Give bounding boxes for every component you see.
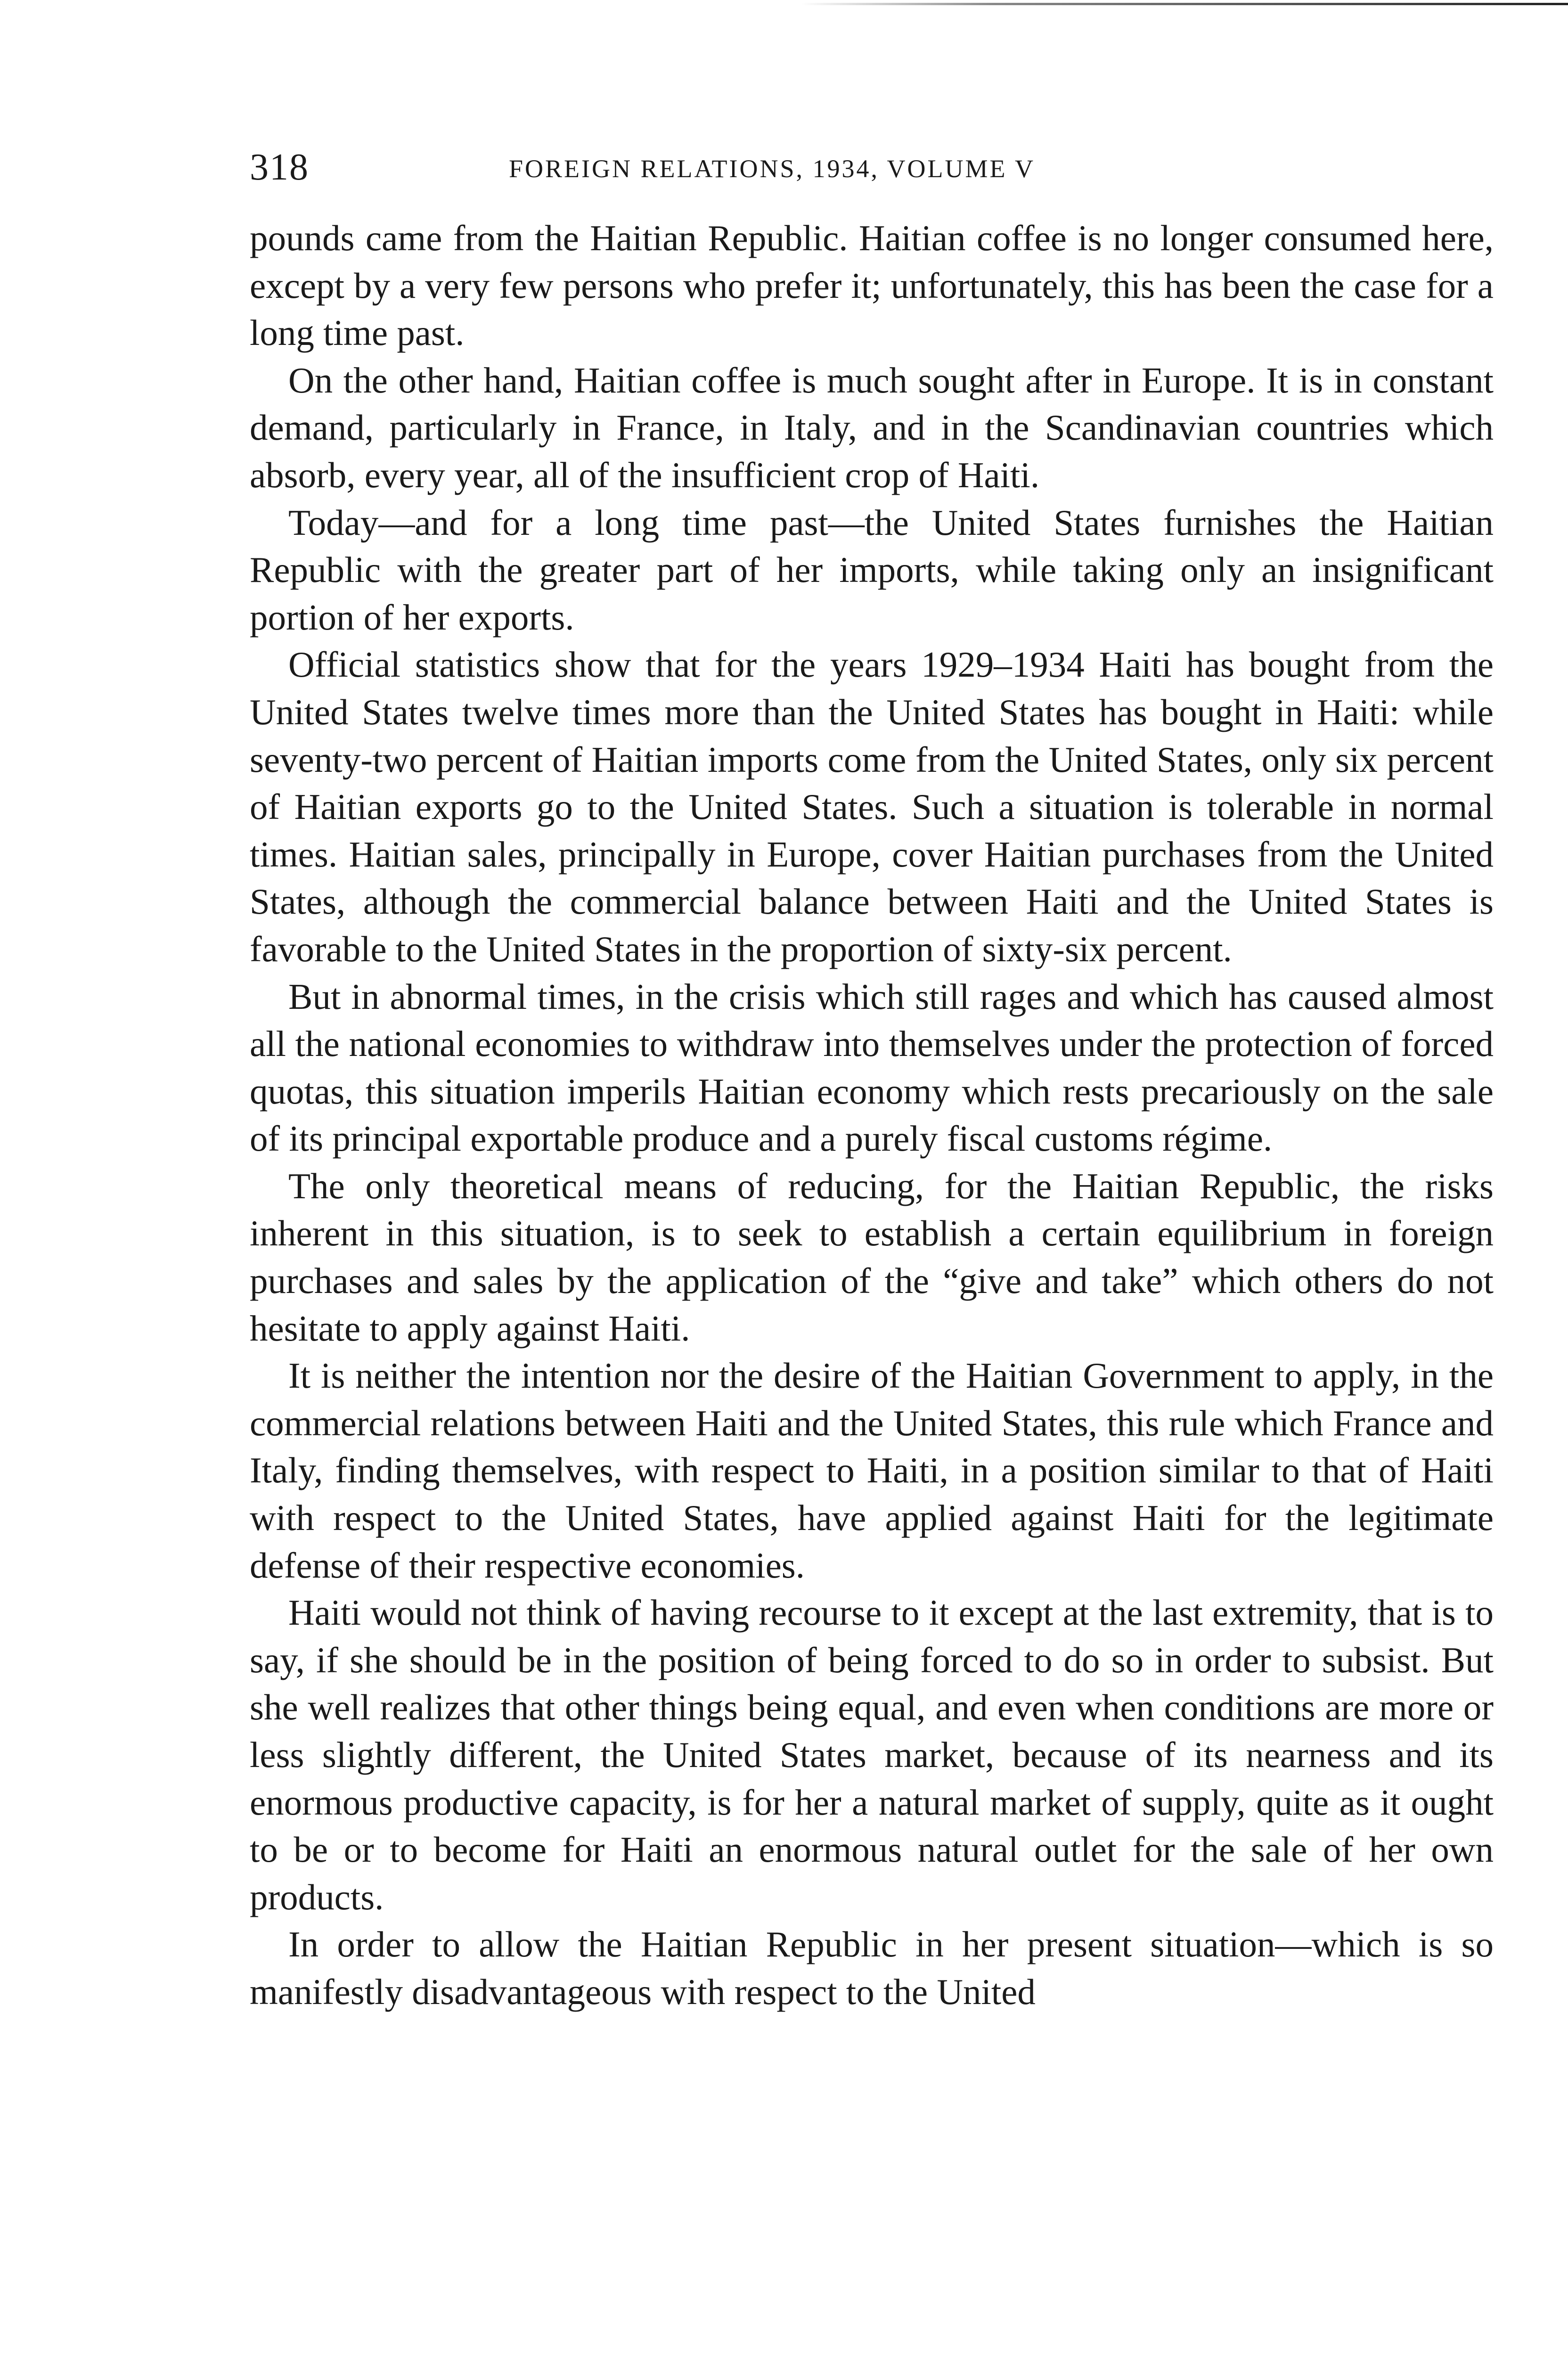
paragraph-4: Official statistics show that for the years 1929–1934 Haiti has bought from the United States twelve times more than the United States has bought in Haiti: while seventy-two percent of Haitian imports come from the United States, only six percent of Haitian exports go to the United States. Such a situation is tolerable in normal times. Haitian sales, principally in Europe, cover Haitian purchases from the United States, although the commercial balance between Haiti and the United States is favorable to the United States in the proportion of sixty-six percent. (250, 644, 1494, 969)
paragraph-8: Haiti would not think of having recourse to it except at the last extremity, that is to say, if she should be in the position of being forced to do so in order to subsist. But she well realizes that other things being equal, and even when conditions are more or less slightly different, the United States market, because of its nearness and its enormous productive capacity, is for her a natural market of supply, quite as it ought to be or to become for Haiti an enormous natural outlet for the sale of her own products. (250, 1592, 1494, 1917)
page-number: 318 (250, 147, 309, 188)
paragraph-6: The only theoretical means of reducing, for the Haitian Republic, the risks inherent in this situation, is to seek to establish a certain equilibrium in foreign purchases and sales by the application of the “give and take” which others do not hesitate to apply against Haiti. (250, 1165, 1494, 1349)
paragraph-9: In order to allow the Haitian Republic in her present situation—which is so manifestly disadvantageous with respect to the United (250, 1924, 1494, 2012)
scan-edge-rule (801, 3, 1568, 5)
paragraph-7: It is neither the intention nor the desire of the Haitian Government to apply, in the commercial relations between Haiti and the United States, this rule which France and Italy, finding themselves, with respect to Haiti, in a position similar to that of Haiti with respect to the United States, have applied against Haiti for the legitimate defense of their respective economies. (250, 1355, 1494, 1586)
body-text (250, 214, 1494, 2016)
paragraph-2: On the other hand, Haitian coffee is much sought after in Europe. It is in constant demand, particularly in France, in Italy, and in the Scandinavian countries which absorb, every year, all of the insufficient crop of Haiti. (250, 360, 1494, 495)
page-header (250, 141, 1220, 193)
paragraph-5: But in abnormal times, in the crisis which still rages and which has caused almost all the national economies to withdraw into themselves under the protection of forced quotas, this situation imperils Haitian economy which rests precariously on the sale of its principal exportable produce and a purely fiscal customs régime. (250, 976, 1494, 1159)
paragraph-3: Today—and for a long time past—the United States furnishes the Haitian Republic with the greater part of her imports, while taking only an insignificant portion of her exports. (250, 502, 1494, 638)
running-head: FOREIGN RELATIONS, 1934, VOLUME V (509, 155, 1036, 183)
paragraph-1: pounds came from the Haitian Republic. Haitian coffee is no longer consumed here, except by a very few persons who prefer it; unfortunately, this has been the case for a long time past. (250, 218, 1494, 353)
